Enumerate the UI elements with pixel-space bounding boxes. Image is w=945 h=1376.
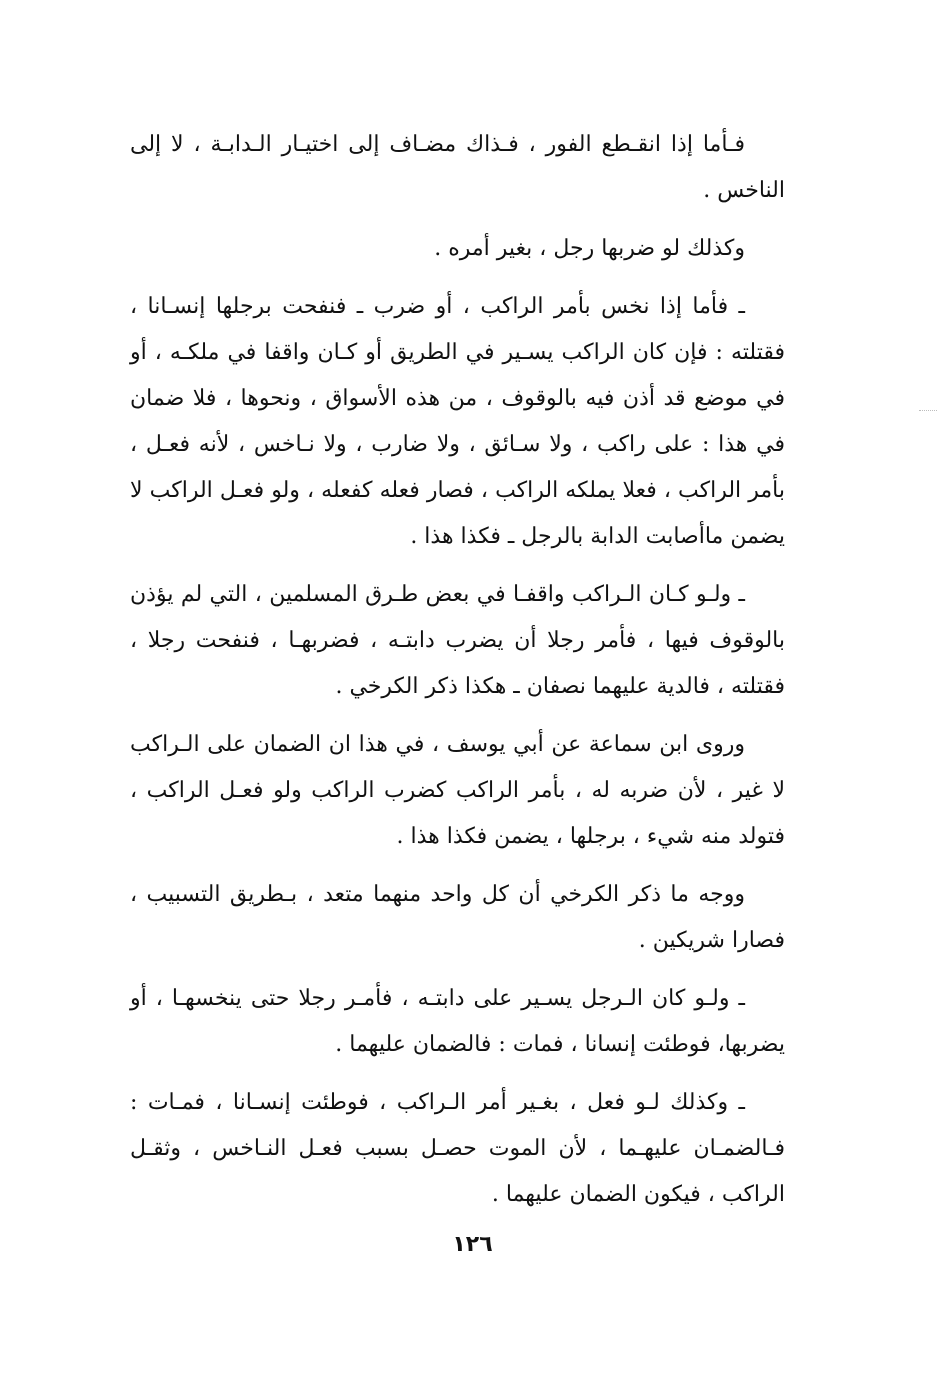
paragraph-7: ـ ولـو كان الـرجل يسـير على دابتـه ، فأمـر رجلا حتى ينخسهـا ، أو يضربها، فوطئت إنسانا ، فمات : فالضمان عليهما . [130,986,785,1057]
paragraph-1: فـأما إذا انقـطع الفور ، فـذاك مضـاف إلى اختيـار الـدابـة ، لا إلى الناخس . [130,132,785,203]
paragraph-8: ـ وكذلك لـو فعل ، بغـير أمر الـراكب ، فوطئت إنسـانا ، فمـات : فـالضمـان عليهـما ، لأن الموت حصـل بسبب فعـل النـاخس ، وثقـل الراكب ، فيكون الضمان عليهما . [130,1090,785,1207]
paragraph-3: ـ فأما إذا نخس بأمر الراكب ، أو ضرب ـ فنفحت برجلها إنسـانا ، فقتلته : فإن كان الراكب يسـير في الطريق أو كـان واقفا في ملكـه ، أو في موضع قد أذن فيه بالوقوف ، من هذه الأسواق ، ونحوها ، فلا ضمان في هذا : على راكب ، ولا سـائق ، ولا ضارب ، ولا نـاخس ، لأنه فعـل ، بأمر الراكب ، فعلا يملكه الراكب ، فصار فعله كفعله ، ولو فعـل الراكب لا يضمن ماأصابت الدابة بالرجل ـ فكذا هذا . [130,294,785,549]
paragraph-2: وكذلك لو ضربها رجل ، بغير أمره . [434,236,745,261]
paragraph-6: ووجه ما ذكر الكرخي أن كل واحد منهما متعد ، بـطريق التسبيب ، فصارا شريكين . [130,882,785,953]
scan-edge-mark [919,410,937,413]
paragraph-4: ـ ولـو كـان الـراكب واقفـا في بعض طـرق المسلمين ، التي لم يؤذن بالوقوف فيها ، فأمر رجلا أن يضرب دابتـه ، فضربهـا ، فنفحت رجلا ، فقتلته ، فالدية عليهما نصفان ـ هكذا ذكر الكرخي . [130,582,785,699]
paragraph-5: وروى ابن سماعة عن أبي يوسف ، في هذا ان الضمان على الـراكب لا غير ، لأن ضربه له ، بأمر الراكب كضرب الراكب ولو فعـل الراكب ، فتولد منه شيء ، برجلها ، يضمن فكذا هذا . [130,732,785,849]
page-number: ١٢٦ [452,1232,493,1257]
body-text [130,122,785,1230]
